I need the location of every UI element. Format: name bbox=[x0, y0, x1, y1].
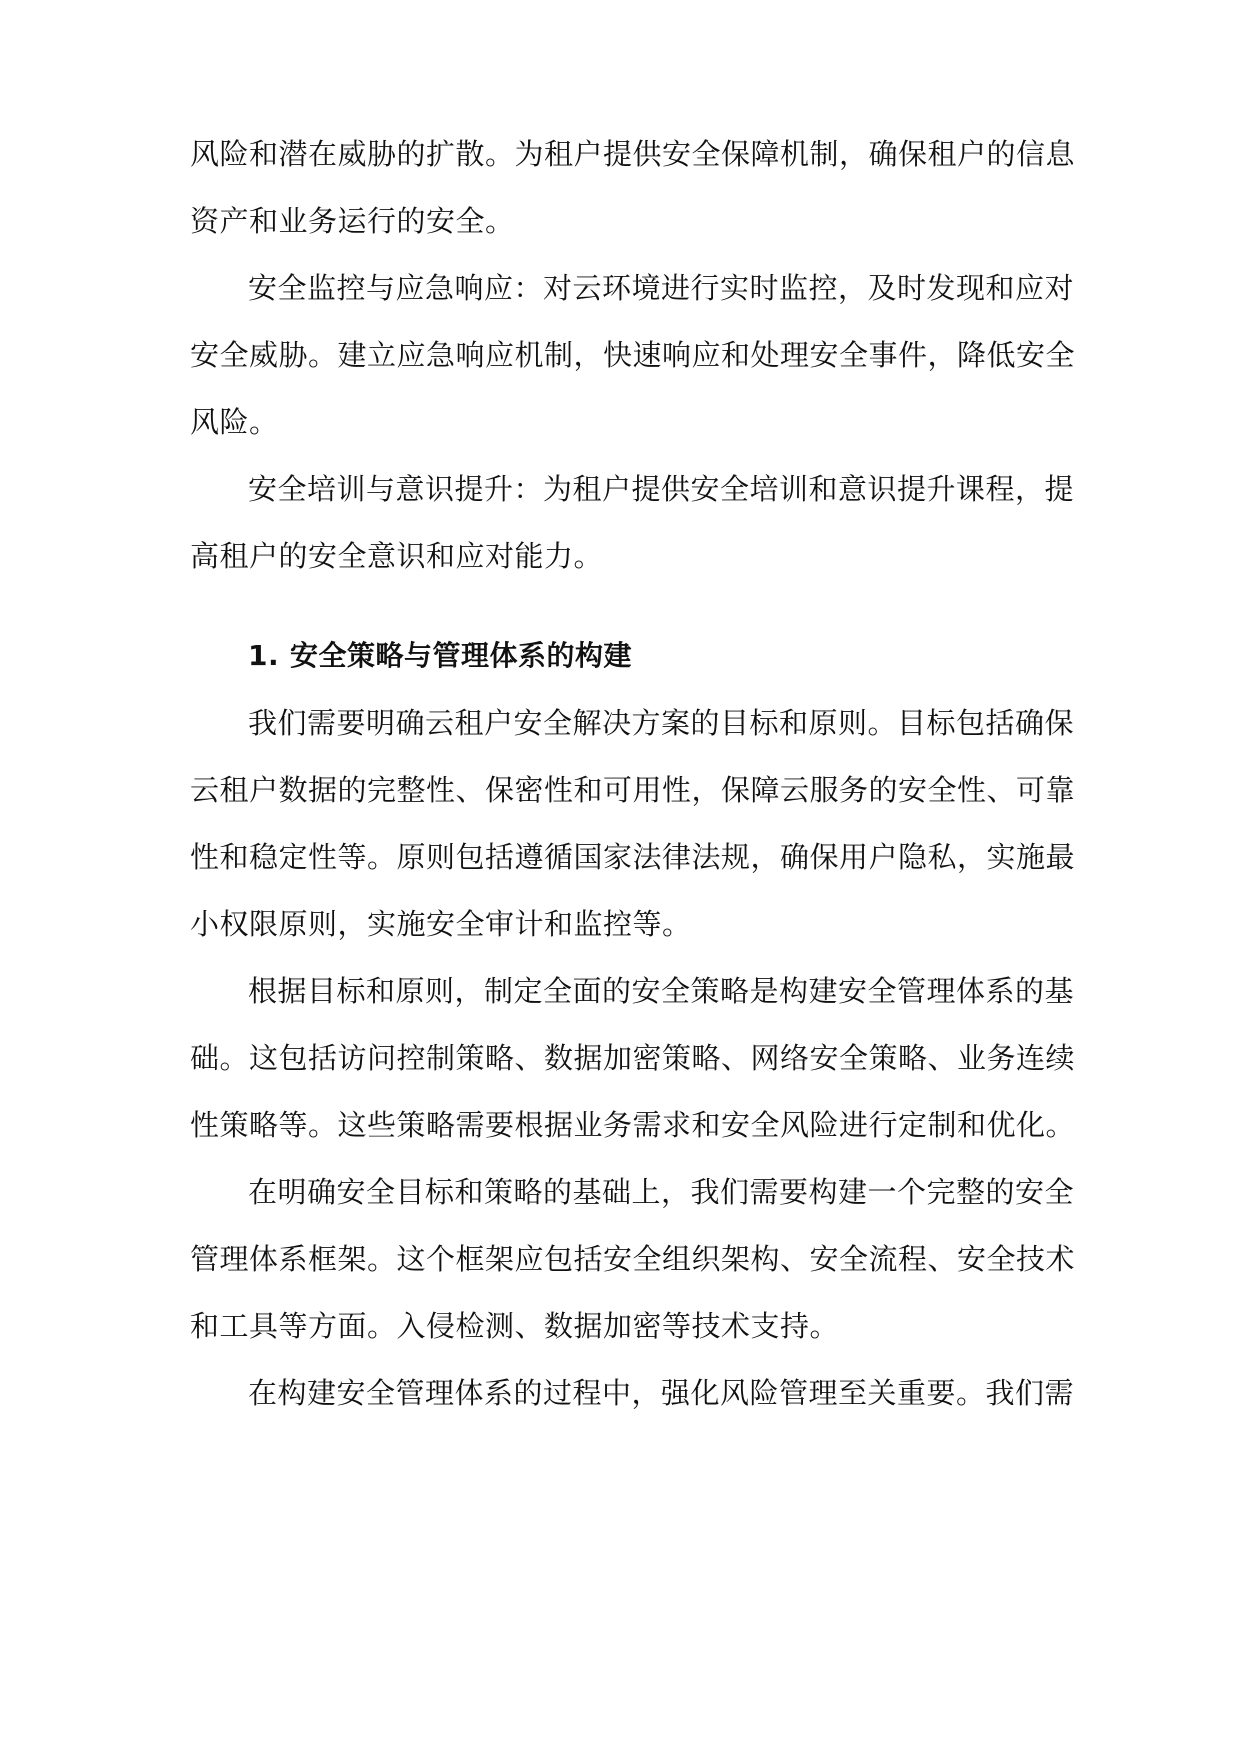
text-line: 在明确安全目标和策略的基础上，我们需要构建一个完整的安全 bbox=[248, 1175, 1075, 1209]
text-line: 础。这包括访问控制策略、数据加密策略、网络安全策略、业务连续 bbox=[190, 1041, 1076, 1075]
text-line: 资产和业务运行的安全。 bbox=[190, 204, 515, 238]
text-line: 安全培训与意识提升：为租户提供安全培训和意识提升课程，提 bbox=[248, 472, 1075, 506]
text-line: 性和稳定性等。原则包括遵循国家法律法规，确保用户隐私，实施最 bbox=[190, 840, 1076, 874]
text-line: 风险。 bbox=[190, 405, 279, 439]
text-line: 安全威胁。建立应急响应机制，快速响应和处理安全事件，降低安全 bbox=[190, 338, 1076, 372]
text-line: 小权限原则，实施安全审计和监控等。 bbox=[190, 907, 692, 941]
section-title: 安全策略与管理体系的构建 bbox=[290, 639, 633, 672]
text-line: 在构建安全管理体系的过程中，强化风险管理至关重要。我们需 bbox=[248, 1376, 1075, 1410]
text-line: 安全监控与应急响应：对云环境进行实时监控，及时发现和应对 bbox=[248, 271, 1075, 305]
text-line: 根据目标和原则，制定全面的安全策略是构建安全管理体系的基 bbox=[248, 974, 1075, 1008]
text-line: 风险和潜在威胁的扩散。为租户提供安全保障机制，确保租户的信息 bbox=[190, 137, 1076, 171]
text-line: 云租户数据的完整性、保密性和可用性，保障云服务的安全性、可靠 bbox=[190, 773, 1076, 807]
text-line: 管理体系框架。这个框架应包括安全组织架构、安全流程、安全技术 bbox=[190, 1242, 1076, 1276]
section-number: 1. bbox=[248, 639, 280, 672]
section-heading bbox=[248, 636, 1118, 676]
text-line: 和工具等方面。入侵检测、数据加密等技术支持。 bbox=[190, 1309, 840, 1343]
text-line: 性策略等。这些策略需要根据业务需求和安全风险进行定制和优化。 bbox=[190, 1108, 1076, 1142]
text-line: 高租户的安全意识和应对能力。 bbox=[190, 539, 604, 573]
text-line: 我们需要明确云租户安全解决方案的目标和原则。目标包括确保 bbox=[248, 706, 1075, 740]
